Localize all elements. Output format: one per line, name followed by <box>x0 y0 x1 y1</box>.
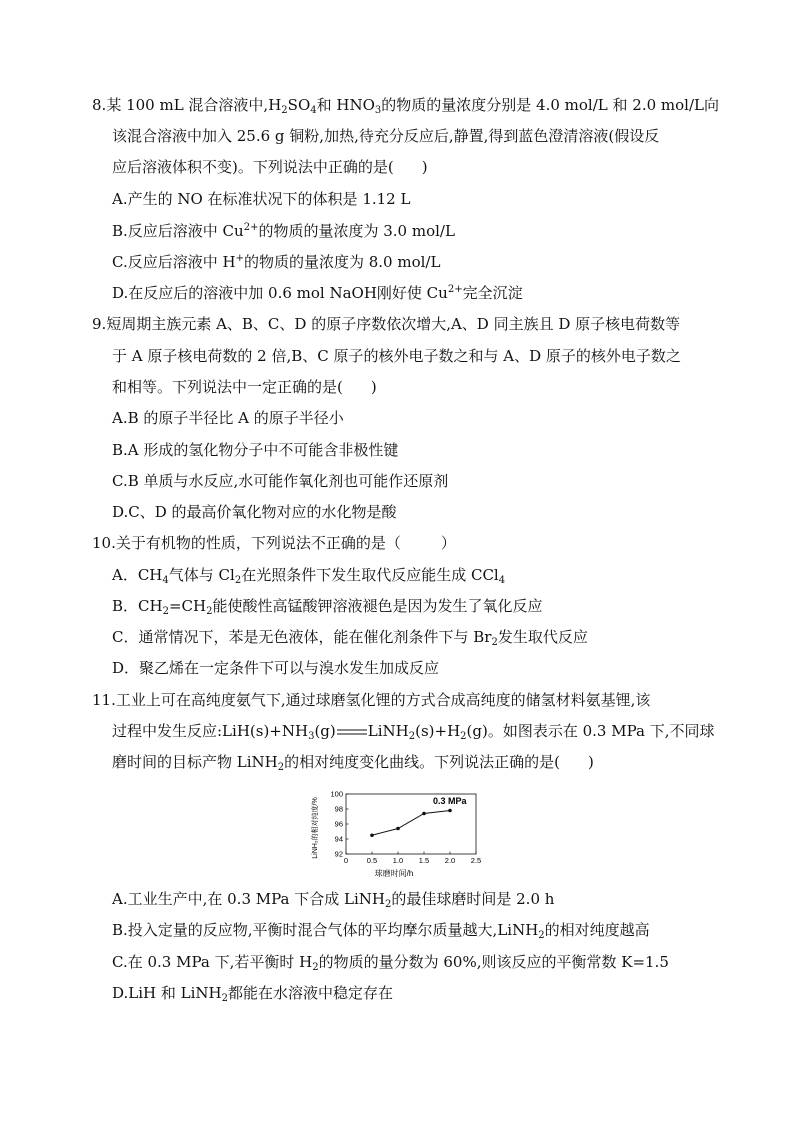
q11-stem-line-2: 过程中发生反应$:LiH(s)+NH_3(g)$ $LiNH_2(s)+H_2(g)$。如图表示在 0.3 MPa 下,不同球 <box>112 722 715 742</box>
q8-stem-line-2: 该混合溶液中加入 25.6 g 铜粉,加热,待充分反应后,静置,得到蓝色澄清溶液(假设反 <box>112 127 660 145</box>
q8-option-b: B.反应后溶液中 $Cu^{2+}$的物质的量浓度为 3.0 mol/L <box>112 222 455 240</box>
q11-option-c: C.在 0.3 MPa 下,若平衡时 $H_2$的物质的量分数为 60%,则该反应的平衡常数 K=1.5 <box>112 953 669 973</box>
q11-option-d: D.LiH 和 LiNH$_2$都能在水溶液中稳定存在 <box>112 984 393 1004</box>
q9-stem-line-3: 和相等。下列说法中一定正确的是( ) <box>112 378 377 396</box>
chart-y-axis-label: LiNH₂的相对纯度/% <box>312 797 319 859</box>
series-line-0.3MPa <box>372 811 450 836</box>
y-tick-label: 94 <box>334 834 343 844</box>
x-tick-label: 1.0 <box>392 856 404 865</box>
chart-x-axis-label: 球磨时间/h <box>374 869 414 878</box>
q11-option-b: B.投入定量的反应物,平衡时混合气体的平均摩尔质量越大,LiNH$_2$的相对纯度越高 <box>112 921 650 941</box>
q10-option-c: C．通常情况下，苯是无色液体，能在催化剂条件下与 $Br_2$发生取代反应 <box>112 628 588 648</box>
x-tick-label: 0 <box>343 856 349 865</box>
q9-number: 9. <box>92 315 107 333</box>
data-point <box>396 827 400 831</box>
q11-option-a: A.工业生产中,在 0.3 MPa 下合成 LiNH$_2$的最佳球磨时间是 2.0 h <box>112 890 555 910</box>
q11-number: 11. <box>92 691 116 709</box>
y-tick-label: 98 <box>334 804 343 814</box>
y-tick-label: 100 <box>330 789 343 799</box>
q11-stem-line-3: 磨时间的目标产物 LiNH$_2$的相对纯度变化曲线。下列说法正确的是( ) <box>112 753 594 773</box>
q9-option-a: A.B 的原子半径比 A 的原子半径小 <box>112 409 344 427</box>
x-tick-label: 1.5 <box>418 856 430 865</box>
q10-stem: 10.关于有机物的性质，下列说法不正确的是（ ） <box>92 534 456 552</box>
q10-option-b: B．$CH_2=CH_2$能使酸性高锰酸钾溶液褪色是因为发生了氧化反应 <box>112 597 543 617</box>
q9-option-c: C.B 单质与水反应,水可能作氧化剂也可能作还原剂 <box>112 472 449 490</box>
data-point <box>448 809 452 813</box>
x-tick-label: 0.5 <box>366 856 378 865</box>
x-tick-label: 2.0 <box>444 856 456 865</box>
chart-series-label: 0.3 MPa <box>433 796 467 806</box>
chart-series <box>370 809 452 837</box>
q8-option-a: A.产生的 NO 在标准状况下的体积是 1.12 L <box>112 190 411 208</box>
x-tick-label: 2.5 <box>470 856 482 865</box>
q8-option-c: C.反应后溶液中 H+的物质的量浓度为 8.0 mol/L <box>112 253 441 271</box>
q8-stem-line-3: 应后溶液体积不变)。下列说法中正确的是( ) <box>112 158 428 176</box>
data-point <box>370 833 374 837</box>
q10-number: 10. <box>92 534 116 552</box>
data-point <box>422 812 426 816</box>
q8-stem-line-1: 8.某 100 mL 混合溶液中$,H_2SO_4$和 $HNO_3$的物质的量浓度分别是 4.0 mol/L 和 2.0 mol/L向 <box>92 96 719 116</box>
q10-option-d: D．聚乙烯在一定条件下可以与溴水发生加成反应 <box>112 659 440 677</box>
q9-stem-line-2: 于 A 原子核电荷数的 2 倍,B、C 原子的核外电子数之和与 A、D 原子的核外电子数之 <box>112 347 681 365</box>
reaction-equals-sign <box>337 727 367 737</box>
q10-option-a: A．$CH_4$气体与 $Cl_2$在光照条件下发生取代反应能生成 CCl$_4$ <box>112 566 506 586</box>
q8-option-d: D.在反应后的溶液中加 0.6 mol NaOH刚好使 $Cu^{2+}$完全沉淀 <box>112 284 523 302</box>
y-tick-label: 96 <box>334 819 343 829</box>
q9-stem-line-1: 9.短周期主族元素 A、B、C、D 的原子序数依次增大,A、D 同主族且 D 原子核电荷数等 <box>92 315 681 333</box>
q8-number: 8. <box>92 96 107 114</box>
q11-stem-line-1: 11.工业上可在高纯度氨气下,通过球磨氢化锂的方式合成高纯度的储氢材料氨基锂,该 <box>92 691 651 709</box>
purity-chart <box>308 786 488 878</box>
q9-option-b: B.A 形成的氢化物分子中不可能含非极性键 <box>112 441 399 459</box>
q9-option-d: D.C、D 的最高价氧化物对应的水化物是酸 <box>112 503 397 521</box>
y-tick-label: 92 <box>334 849 343 859</box>
